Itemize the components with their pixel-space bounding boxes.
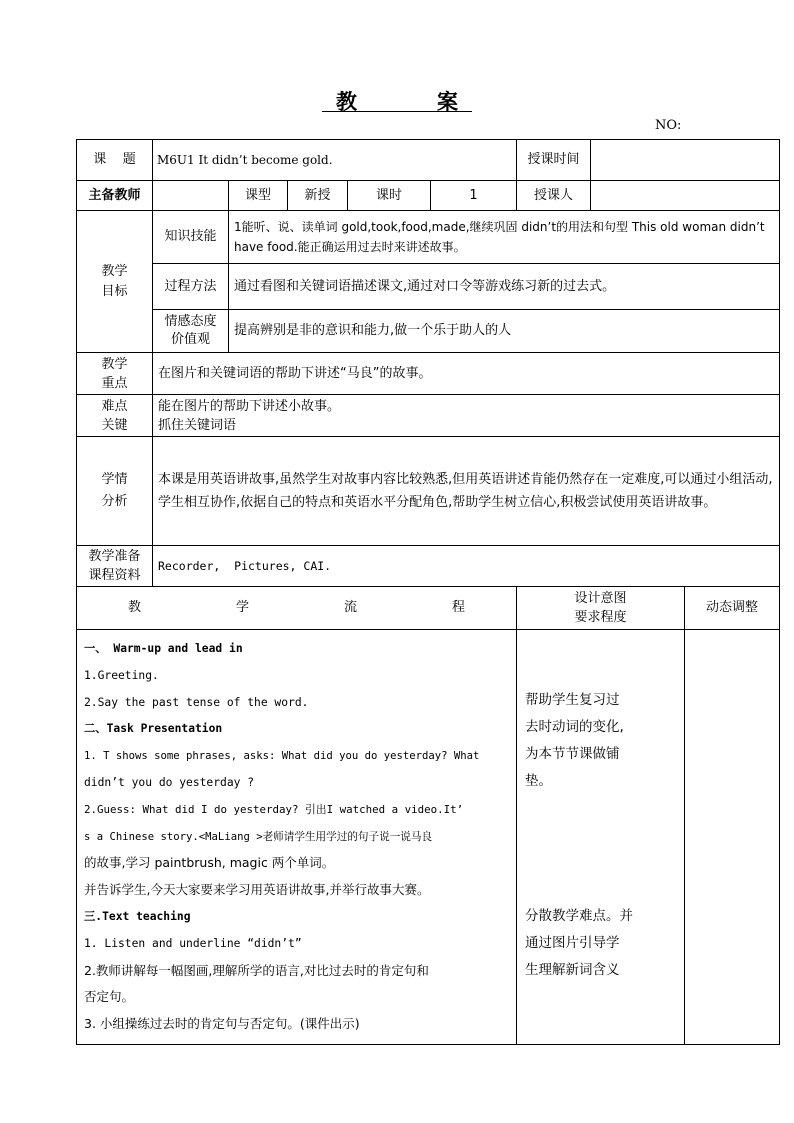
hours-value: 1 <box>431 181 517 211</box>
goal-row <box>77 310 780 353</box>
goal-row-text: 通过看图和关键词语描述课文,通过对口令等游戏练习新的过去式。 <box>229 264 780 310</box>
process-line: 2.Guess: What did I do yesterday? 引出I watched a video.It’ <box>84 802 464 816</box>
process-line: 3. 小组操练过去时的肯定句与否定句。(课件出示) <box>84 1016 360 1032</box>
goal-row <box>77 211 780 264</box>
difficulty-text: 能在图片的帮助下讲述小故事。 抓住关键词语 <box>153 395 780 437</box>
focus-row <box>77 353 780 395</box>
process-line: 1. T shows some phrases, asks: What did you do yesterday? What <box>84 750 480 763</box>
intent-line: 为本节节课做铺 <box>525 746 620 762</box>
topic-value: M6U1 It didn’t become gold. <box>153 140 517 181</box>
process-line: s a Chinese story.<MaLiang >老师请学生用学过的句子说一说马良 <box>84 830 433 843</box>
hours-label: 课时 <box>348 181 431 211</box>
process-line: 三.Text teaching <box>84 909 191 923</box>
process-line: 二、Task Presentation <box>84 722 223 736</box>
goal-row-label: 知识技能 <box>153 211 229 264</box>
design-intent-content <box>517 630 685 1045</box>
type-label: 课型 <box>229 181 288 211</box>
focus-label: 教学 重点 <box>77 353 153 395</box>
prep-label: 教学准备 课程资料 <box>77 546 153 587</box>
difficulty-row <box>77 395 780 437</box>
type-value: 新授 <box>288 181 348 211</box>
topic-label: 课 题 <box>77 140 153 181</box>
process-line: 2.教师讲解每一幅图画,理解所学的语言,对比过去时的肯定句和 <box>84 962 429 978</box>
intent-line: 垫。 <box>525 773 553 789</box>
teacher-label: 主备教师 <box>77 181 153 211</box>
page-title <box>0 86 794 116</box>
process-line: 否定句。 <box>84 989 135 1005</box>
topic-row <box>77 140 780 181</box>
process-line: didn’t you do yesterday ? <box>84 775 255 789</box>
adjust-content <box>685 630 780 1045</box>
analysis-label: 学情 分析 <box>77 437 153 546</box>
teacher-value <box>153 181 229 211</box>
goal-row-text: 提高辨别是非的意识和能力,做一个乐于助人的人 <box>229 310 780 353</box>
adjust-header: 动态调整 <box>685 587 780 630</box>
teacher-row <box>77 181 780 211</box>
prep-text: Recorder, Pictures, CAI. <box>153 546 780 587</box>
process-header-row <box>77 587 780 630</box>
lesson-plan-table <box>76 139 780 1045</box>
title-char-1: 教 <box>336 89 357 114</box>
analysis-text: 本课是用英语讲故事,虽然学生对故事内容比较熟悉,但用英语讲述肯能仍然存在一定难度,可以通过小组活动,学生相互协作,依据自己的特点和英语水平分配角色,帮助学生树立信心,积极尝试使用英语讲故事。 <box>153 437 780 546</box>
goal-row-label: 情感态度 价值观 <box>153 310 229 353</box>
goal-row <box>77 264 780 310</box>
focus-text: 在图片和关键词语的帮助下讲述“马良”的故事。 <box>153 353 780 395</box>
process-line: 一、 Warm-up and lead in <box>84 642 243 655</box>
intent-line: 生理解新词含义 <box>525 962 620 978</box>
lecturer-value <box>591 181 780 211</box>
intent-line: 分散教学难点。并 <box>525 908 634 924</box>
goal-row-text: 1能听、说、读单词 gold,took,food,made,继续巩固 didn’t的用法和句型 This old woman didn’t have food.能正确运用过去时来讲述故事。 <box>229 211 780 264</box>
title-underline <box>322 111 472 112</box>
doc-number-label: NO: <box>655 118 682 133</box>
time-value <box>591 140 780 181</box>
intent-line: 帮助学生复习过 <box>525 692 620 708</box>
analysis-row <box>77 437 780 546</box>
process-body-row <box>77 630 780 1045</box>
process-line: 并告诉学生,今天大家要来学习用英语讲故事,并举行故事大赛。 <box>84 882 430 898</box>
process-line: 1.Greeting. <box>84 668 159 682</box>
process-content <box>77 630 517 1045</box>
difficulty-label: 难点 关键 <box>77 395 153 437</box>
process-line: 的故事,学习 paintbrush, magic 两个单词。 <box>84 855 335 871</box>
intent-line: 通过图片引导学 <box>525 935 620 951</box>
process-line: 2.Say the past tense of the word. <box>84 695 309 709</box>
goals-label: 教学 目标 <box>77 211 153 353</box>
intent-line: 去时动词的变化, <box>525 719 624 735</box>
process-line: 1. Listen and underline “didn’t” <box>84 936 302 950</box>
design-intent-header: 设计意图 要求程度 <box>517 587 685 630</box>
prep-row <box>77 546 780 587</box>
lecturer-label: 授课人 <box>517 181 591 211</box>
process-header-title: 教 学 流 程 <box>77 587 517 630</box>
goal-row-label: 过程方法 <box>153 264 229 310</box>
title-char-2: 案 <box>437 89 458 114</box>
time-label: 授课时间 <box>517 140 591 181</box>
